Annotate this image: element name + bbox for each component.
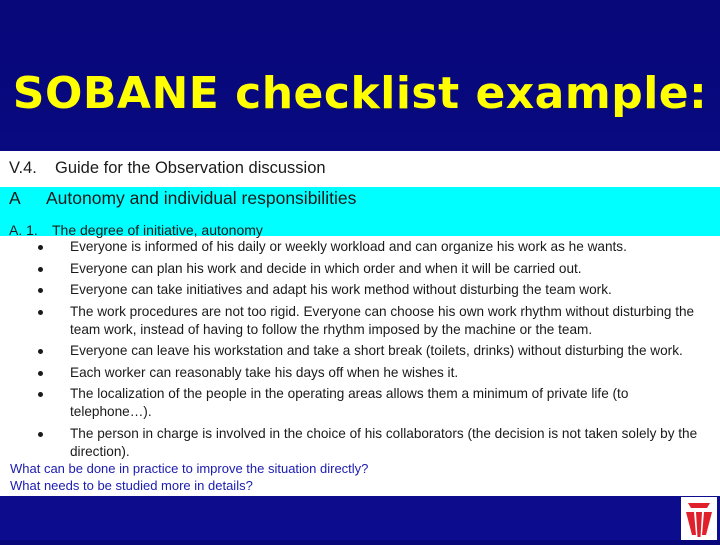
- bullet-icon: [38, 310, 43, 315]
- logo-icon: [681, 497, 717, 540]
- checklist-item: [0, 385, 720, 421]
- checklist-item: [0, 260, 720, 278]
- checklist-item-text: Each worker can reasonably take his days off when he wishes it.: [70, 364, 459, 380]
- checklist-item-text: The work procedures are not too rigid. Everyone can choose his own work rhythm without disturbing the team work, instead of having to follow the rhythm imposed by the machine or the team.: [70, 303, 695, 337]
- checklist-item: [0, 364, 720, 382]
- bullet-icon: [38, 245, 43, 250]
- category-title: Autonomy and individual responsibilities: [46, 188, 357, 208]
- bullet-icon: [38, 288, 43, 293]
- subsection-number: A. 1.: [9, 222, 38, 238]
- checklist-item: [0, 303, 720, 339]
- checklist-items: [0, 238, 720, 464]
- checklist-item-text: Everyone is informed of his daily or weekly workload and can organize his work as he wants.: [70, 239, 627, 254]
- checklist-item: [0, 342, 720, 360]
- slide-title: SOBANE checklist example:: [12, 68, 708, 119]
- category-letter: A: [9, 188, 21, 208]
- discussion-questions: [10, 460, 368, 494]
- checklist-item: [0, 281, 720, 299]
- category-highlight-band: [0, 187, 720, 236]
- bullet-icon: [38, 349, 43, 354]
- checklist-item: [0, 238, 720, 256]
- question-improve: What can be done in practice to improve the situation directly?: [10, 461, 369, 476]
- subsection-title: The degree of initiative, autonomy: [52, 222, 263, 238]
- bullet-icon: [38, 432, 43, 437]
- checklist-item: [0, 425, 720, 461]
- question-study: What needs to be studied more in details?: [10, 478, 253, 493]
- subsection-heading: [9, 221, 263, 239]
- checklist-item-text: The person in charge is involved in the choice of his collaborators (the decision is not taken solely by the direction).: [70, 425, 698, 459]
- checklist-item-text: Everyone can take initiatives and adapt his work method without disturbing the team work.: [70, 282, 612, 297]
- category-heading: [9, 189, 356, 207]
- section-number: V.4.: [9, 159, 37, 177]
- checklist-document: [0, 151, 720, 496]
- checklist-item-text: The localization of the people in the operating areas allows them a minimum of private life (to telephone…).: [70, 386, 629, 419]
- bullet-icon: [38, 371, 43, 376]
- checklist-item-text: Everyone can plan his work and decide in which order and when it will be carried out.: [70, 260, 582, 276]
- section-heading: [9, 159, 326, 177]
- bullet-icon: [38, 392, 43, 397]
- bullet-icon: [38, 267, 43, 272]
- checklist-item-text: Everyone can leave his workstation and take a short break (toilets, drinks) without disturbing the work.: [70, 343, 683, 358]
- section-title: Guide for the Observation discussion: [55, 159, 326, 177]
